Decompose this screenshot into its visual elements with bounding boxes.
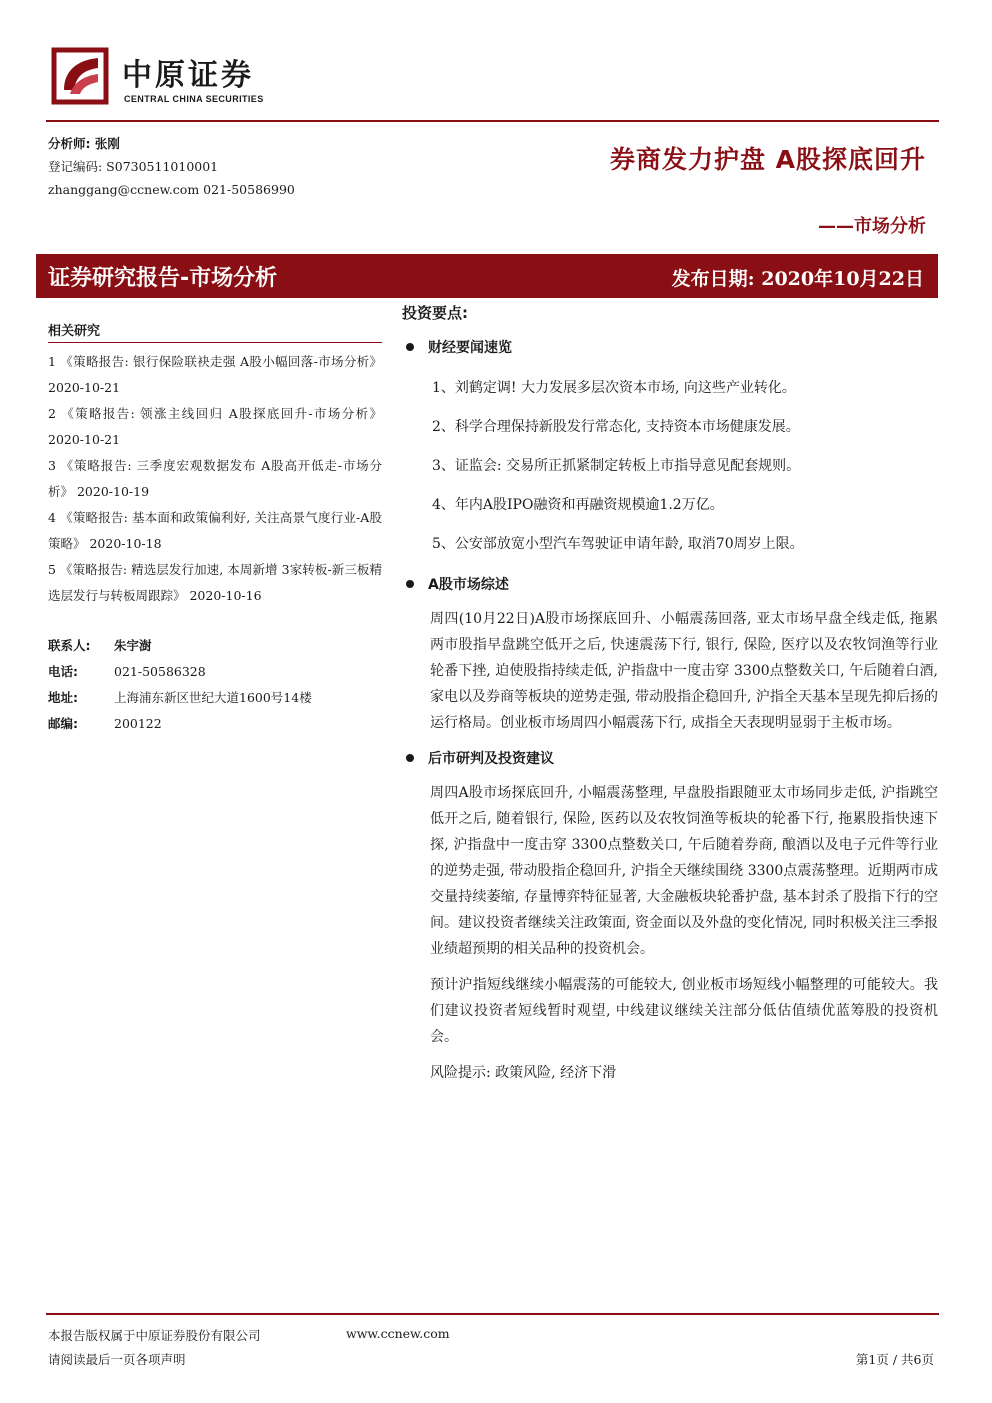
news-item: 4、年内A股IPO融资和再融资规模逾1.2万亿。 (432, 497, 724, 513)
header-divider (46, 120, 939, 122)
company-logo-icon (48, 44, 112, 108)
contact-phone: 021-50586328 (114, 664, 206, 679)
contact-phone-row (48, 659, 382, 685)
news-item: 5、公安部放宽小型汽车驾驶证申请年龄, 取消70周岁上限。 (432, 536, 804, 552)
section-title-news: 财经要闻速览 (428, 340, 512, 356)
news-list (432, 369, 938, 564)
logo-english-name: CENTRAL CHINA SECURITIES (124, 94, 264, 104)
investment-points-heading: 投资要点: (402, 304, 468, 322)
related-research-item[interactable]: 2 《策略报告: 领涨主线回归 A股探底回升-市场分析》 2020-10-21 (48, 406, 382, 447)
market-summary-paragraph: 周四(10月22日)A股市场探底回升、小幅震荡回落, 亚太市场早盘全线走低, 拖累两市股指早盘跳空低开之后, 快速震荡下行, 银行, 保险, 医疗以及农牧饲渔等行业轮番下挫, 迫使股指持续走低, 沪指盘中一度击穿 3300点整数关口, 午后随着白酒, 家电以及券商等板块的逆势走强, 带动股指企稳回升, 沪指全天基本呈现先抑后扬的运行格局。创业板市场周四小幅震荡下行, 成指全天表现明显弱于主板市场。 (430, 611, 938, 731)
section-title-outlook: 后市研判及投资建议 (428, 751, 554, 767)
footer-copyright: 本报告版权属于中原证券股份有限公司 (48, 1328, 261, 1343)
report-type: 证券研究报告-市场分析 (48, 266, 278, 291)
analyst-contact: zhanggang@ccnew.com 021-50586990 (48, 182, 295, 197)
contact-person-row (48, 633, 382, 659)
logo-chinese-name: 中原证券 (122, 58, 254, 93)
company-logo (48, 44, 308, 114)
news-item: 3、证监会: 交易所正抓紧制定转板上市指导意见配套规则。 (432, 458, 801, 474)
bullet-icon (406, 580, 414, 588)
main-content (402, 302, 938, 1096)
risk-notice: 风险提示: 政策风险, 经济下滑 (430, 1065, 617, 1081)
bullet-icon (406, 343, 414, 351)
related-research-item[interactable]: 1 《策略报告: 银行保险联袂走强 A股小幅回落-市场分析》 2020-10-21 (48, 354, 382, 395)
contact-address-row (48, 685, 382, 711)
analyst-registration: 登记编码: S0730511010001 (48, 159, 219, 174)
report-title: 券商发力护盘 A股探底回升 (609, 145, 926, 174)
contact-phone-label: 电话: (48, 664, 78, 679)
section-title-market: A股市场综述 (428, 577, 509, 593)
contact-address-label: 地址: (48, 690, 78, 705)
contact-person-label: 联系人: (48, 638, 91, 653)
related-research-heading: 相关研究 (48, 320, 382, 343)
sidebar (48, 320, 382, 737)
related-research-item[interactable]: 3 《策略报告: 三季度宏观数据发布 A股高开低走-市场分析》 2020-10-19 (48, 458, 382, 499)
analyst-name: 分析师: 张刚 (48, 136, 120, 151)
outlook-paragraph: 预计沪指短线继续小幅震荡的可能较大, 创业板市场短线小幅整理的可能较大。我们建议投资者短线暂时观望, 中线建议继续关注部分低估值绩优蓝筹股的投资机会。 (430, 977, 938, 1045)
contact-address: 上海浦东新区世纪大道1600号14楼 (114, 690, 312, 705)
section-heading (406, 574, 938, 594)
news-item: 1、刘鹤定调! 大力发展多层次资本市场, 向这些产业转化。 (432, 380, 796, 396)
contact-zip-label: 邮编: (48, 716, 78, 731)
outlook-paragraph: 周四A股市场探底回升, 小幅震荡整理, 早盘股指跟随亚太市场同步走低, 沪指跳空低开之后, 随着银行, 保险, 医药以及农牧饲渔等板块的轮番下行, 拖累股指快速下探, 沪指盘中一度击穿 3300点整数关口, 午后随着券商, 酿酒以及电子元件等行业的逆势走强, 带动股指企稳回升, 沪指全天继续围绕 3300点震荡整理。近期两市成交量持续萎缩, 存量博弈特征显著, 大金融板块轮番护盘, 基本封杀了股指下行的空间。建议投资者继续关注政策面, 资金面以及外盘的变化情况, 同时积极关注三季报业绩超预期的相关品种的投资机会。 (430, 785, 938, 957)
report-subtitle: ——市场分析 (818, 216, 926, 237)
contact-zip-row (48, 711, 382, 737)
related-research-item[interactable]: 4 《策略报告: 基本面和政策偏利好, 关注高景气度行业-A股策略》 2020-10-18 (48, 510, 382, 551)
page-number: 第1页 / 共6页 (855, 1352, 934, 1367)
news-item: 2、科学合理保持新股发行常态化, 支持资本市场健康发展。 (432, 419, 800, 435)
publish-date: 发布日期: 2020年10月22日 (671, 268, 924, 290)
footer-disclaimer: 请阅读最后一页各项声明 (48, 1352, 186, 1367)
bullet-icon (406, 754, 414, 762)
section-heading (406, 748, 938, 768)
contact-block (48, 633, 382, 737)
analyst-info (48, 132, 295, 201)
section-heading (406, 337, 938, 357)
related-research-item[interactable]: 5 《策略报告: 精选层发行加速, 本周新增 3家转板-新三板精选层发行与转板周跟踪》 2020-10-16 (48, 562, 382, 603)
report-banner (36, 254, 938, 298)
footer-website-link[interactable]: www.ccnew.com (346, 1326, 450, 1341)
footer-divider (46, 1313, 939, 1315)
contact-zip: 200122 (114, 716, 162, 731)
contact-person: 朱宇澍 (114, 638, 152, 653)
